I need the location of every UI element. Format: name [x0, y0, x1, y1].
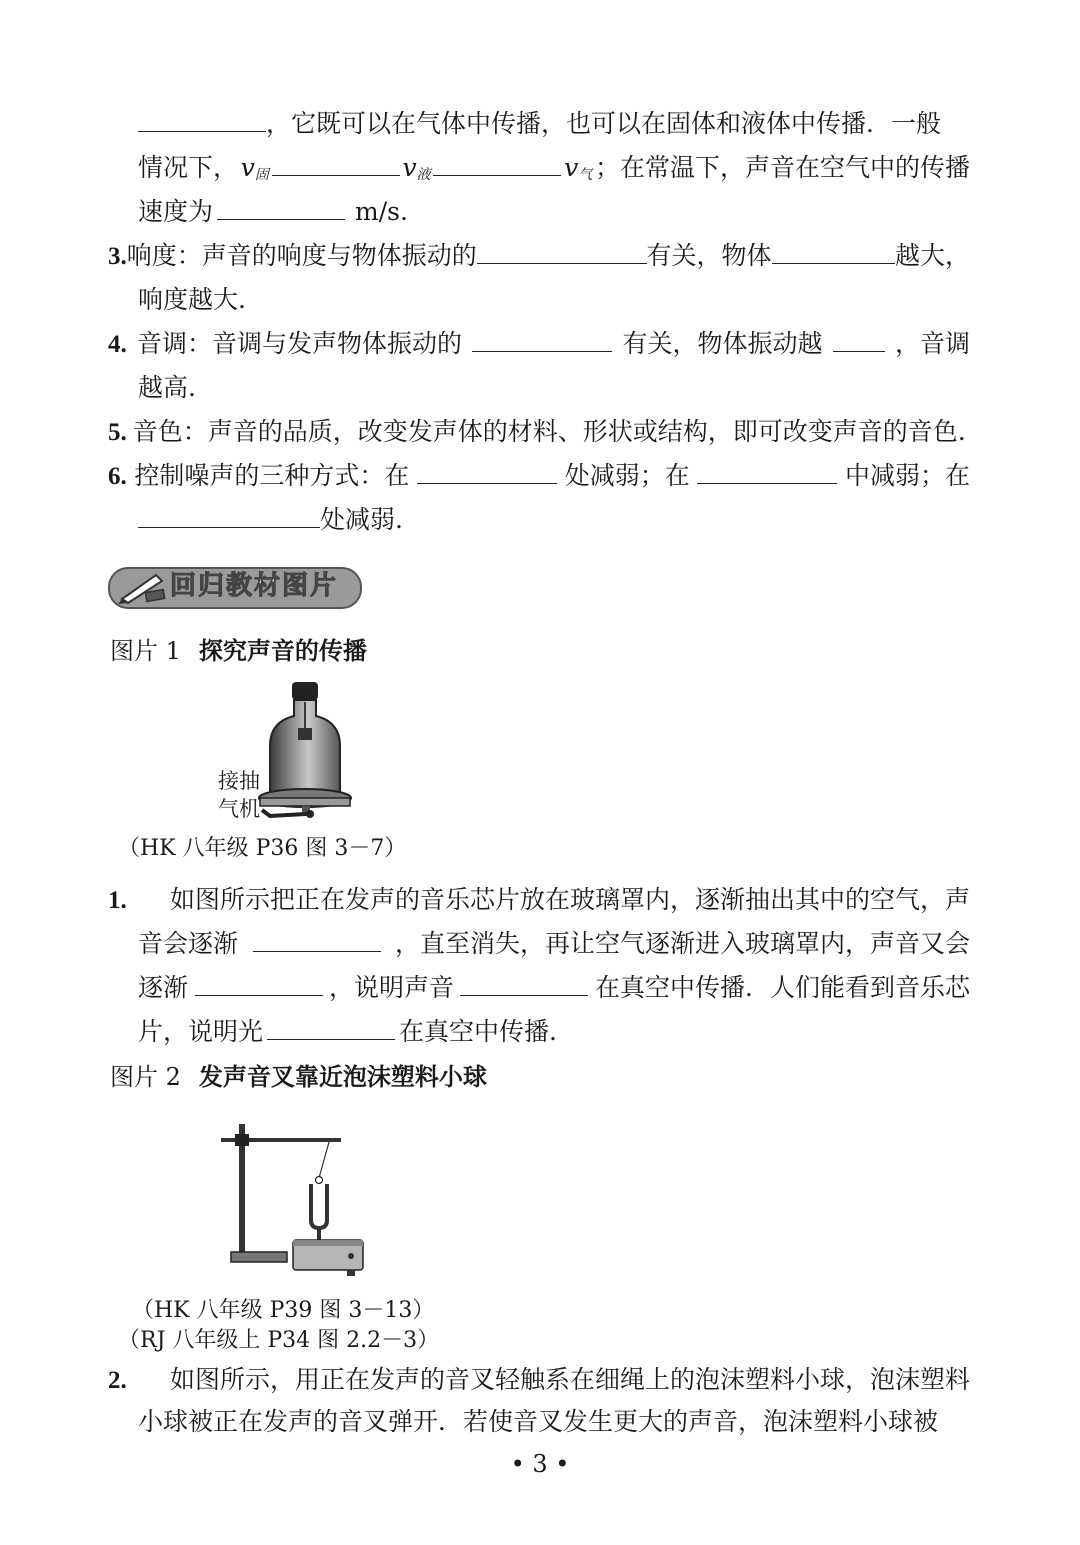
blank-amplitude[interactable] [477, 239, 647, 264]
question-1-line-2: 音会逐渐 ，直至消失，再让空气逐渐进入玻璃罩内，声音又会 [138, 929, 970, 958]
blank-weaken[interactable] [253, 927, 381, 952]
item-6: 6. 控制噪声的三种方式：在 处减弱；在 中减弱；在 [108, 458, 970, 495]
blank-fast[interactable] [833, 327, 885, 352]
blank-cannot[interactable] [460, 971, 588, 996]
figure-label: 图片 1 [110, 637, 181, 665]
blank-frequency[interactable] [472, 327, 612, 352]
v-gas: $v_气$ [564, 153, 593, 183]
item-4-cont: 越高. [138, 373, 196, 402]
blank-source[interactable] [417, 459, 557, 484]
question-1-line-3: 逐渐 ，说明声音 在真空中传播．人们能看到音乐芯 [138, 973, 970, 1002]
section-banner [108, 565, 360, 607]
figure-2-caption-1: （HK 八年级 P39 图 3－13） [132, 1298, 435, 1323]
item-6-cont: 处减弱. [138, 502, 403, 538]
figure-1-heading [110, 634, 367, 668]
item-number: 4. [108, 331, 127, 358]
item-number: 3. [108, 243, 127, 270]
v-solid: $v_固$ [240, 153, 269, 183]
page-number: • 3 • [510, 1450, 570, 1478]
figure-2-caption-2: （RJ 八年级上 P34 图 2.2－3） [118, 1328, 440, 1353]
item-3: 3. 响度：声音的响度与物体振动的 有关，物体 越大， [108, 238, 970, 275]
item-number: 5. [108, 419, 127, 446]
item-number: 6. [108, 463, 127, 490]
item-number: 2. [108, 1367, 127, 1394]
blank-propagation[interactable] [138, 107, 266, 132]
blank-v-liquid-gas[interactable] [433, 151, 561, 176]
blank-sound-speed[interactable] [217, 195, 345, 220]
item-4: 4. 音调：音调与发声物体振动的 有关，物体振动越 ，音调 [108, 326, 970, 363]
figure-1-caption: （HK 八年级 P36 图 3－7） [118, 836, 407, 861]
intro-line-1: ，它既可以在气体中传播，也可以在固体和液体中传播．一般 [138, 106, 970, 142]
blank-vibration[interactable] [772, 239, 895, 264]
banner-title: 回归教材图片 [170, 571, 339, 601]
pencil-icon [116, 569, 172, 605]
v-liquid: $v_液$ [402, 153, 431, 183]
intro-line-2: 情况下， $v_固$ $v_液$ $v_气$ ；在常温下，声音在空气中的传播 [138, 150, 970, 193]
question-2-line-2: 小球被正在发声的音叉弹开．若使音叉发生更大的声音，泡沫塑料小球被 [138, 1407, 939, 1436]
item-5: 5. 音色：声音的品质，改变发声体的材料、形状或结构，即可改变声音的音色. [108, 417, 966, 446]
blank-path[interactable] [697, 459, 837, 484]
question-2-line-1: 2. 如图所示，用正在发声的音叉轻触系在细绳上的泡沫塑料小球，泡沫塑料 [108, 1362, 970, 1399]
blank-light-can[interactable] [267, 1015, 395, 1040]
pump-label-1: 接抽 [218, 769, 260, 793]
blank-receiver[interactable] [138, 503, 320, 528]
blank-v-solid-liquid[interactable] [272, 151, 400, 176]
tuning-fork-apparatus [215, 1112, 375, 1282]
question-1-line-1: 1. 如图所示把正在发声的音乐芯片放在玻璃罩内，逐渐抽出其中的空气，声 [108, 882, 970, 919]
pump-label-2: 气机 [218, 797, 260, 821]
item-3-cont: 响度越大. [138, 285, 246, 314]
figure-title: 发声音叉靠近泡沫塑料小球 [198, 1063, 487, 1091]
figure-2-heading [110, 1060, 487, 1094]
item-number: 1. [108, 887, 127, 914]
figure-label: 图片 2 [110, 1063, 181, 1091]
intro-line-3: 速度为 m/s. [138, 197, 408, 226]
blank-strengthen[interactable] [195, 971, 323, 996]
figure-title: 探究声音的传播 [198, 637, 367, 665]
question-1-line-4: 片，说明光 在真空中传播. [138, 1017, 557, 1046]
